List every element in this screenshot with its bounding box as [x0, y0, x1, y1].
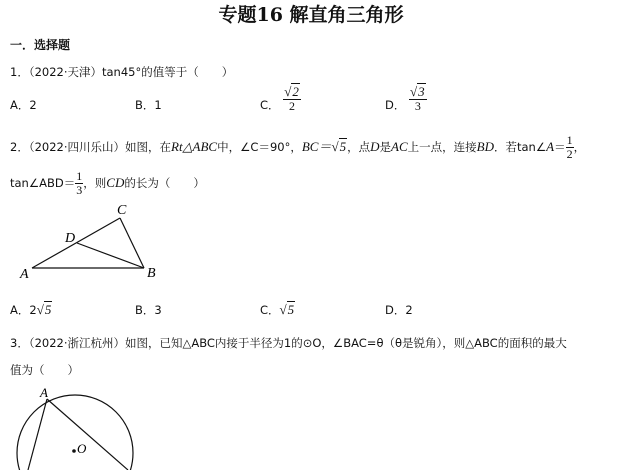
- q2-comma: ，: [573, 140, 586, 154]
- q3-label-a: A: [40, 385, 48, 400]
- q2-stem-line2: [10, 170, 205, 197]
- q2-triangle-figure: [0, 200, 200, 285]
- q2-label-c: C: [117, 203, 127, 218]
- section-heading: 一．选择题: [10, 38, 71, 52]
- q1-option-c: [260, 83, 301, 113]
- q3-stem-line1: 3．（2022·浙江杭州）如图，已知△ABC内接于半径为1的⊙O，∠BAC=θ（θ是锐角），则△ABC的面积的最大: [10, 336, 567, 350]
- q2-bc: BC＝: [301, 139, 332, 154]
- q2-line2-b: ，则: [83, 176, 107, 190]
- q2-option-c: C．√5: [260, 302, 295, 317]
- q2-stem-b: 中，∠C＝90°，: [217, 140, 302, 154]
- q1-d-radicand: 3: [418, 83, 425, 99]
- page-title: 专题16 解直角三角形: [218, 4, 404, 26]
- q2-line2-c: 的长为（ ）: [124, 176, 205, 190]
- q3-label-o: O: [77, 441, 87, 456]
- q2-option-a: A．2√5: [10, 302, 52, 317]
- q2-segment-ac: [32, 218, 120, 268]
- q2-sqrt5: √5: [331, 139, 347, 154]
- q1-option-c-fraction: $\frac{√2}{2}$: [284, 83, 299, 113]
- q2-fraction-half: $\frac{1}{2}$: [566, 133, 573, 161]
- q2-stem-line1: [10, 134, 585, 161]
- q2-eq: ＝: [554, 140, 566, 154]
- q2-stem-c: ，点: [347, 140, 371, 154]
- q2-stem-d: 是: [379, 140, 391, 154]
- q2-line2-a: tan∠ABD＝: [10, 176, 76, 190]
- q2-stem-f: ．若tan∠: [493, 140, 547, 154]
- q2-d: D: [370, 139, 380, 154]
- q2-cd: CD: [106, 175, 125, 190]
- q1-stem: 1．（2022·天津）tan45°的值等于（ ）: [10, 65, 234, 79]
- q2-option-b: B．3: [135, 303, 162, 317]
- q1-option-c-label: C．: [260, 98, 280, 112]
- q3-circle-figure: [0, 385, 160, 470]
- q2-option-c-sqrt: √5: [279, 302, 295, 317]
- q1-d-denominator: 3: [414, 98, 421, 113]
- q2-option-d: D．2: [385, 303, 413, 317]
- q2-bd: BD: [476, 139, 494, 154]
- q2-ac: AC: [391, 139, 408, 154]
- q2-stem-e: 上一点，连接: [407, 140, 477, 154]
- q1-option-d-label: D．: [385, 98, 406, 112]
- q2-angle-a: A: [546, 139, 555, 154]
- q2-fraction-third: $\frac{1}{3}$: [76, 169, 83, 197]
- q2-stem-a: 2．（2022·四川乐山）如图，在: [10, 140, 171, 154]
- q1-c-denominator: 2: [289, 98, 295, 113]
- q3-center-point: [72, 449, 76, 453]
- q3-segment-ab: [28, 399, 47, 470]
- q1-option-b: B．1: [135, 98, 162, 112]
- q2-option-a-sqrt: √5: [36, 302, 52, 317]
- q2-label-d: D: [65, 231, 76, 246]
- q3-segment-ac: [47, 399, 128, 470]
- q2-label-b: B: [147, 266, 156, 281]
- q1-option-d: [385, 83, 427, 113]
- q1-option-d-fraction: $\frac{√3}{3}$: [410, 83, 425, 113]
- q1-c-radicand: 2: [292, 83, 299, 99]
- q2-rt-abc: Rt△ABC: [171, 139, 218, 154]
- q1-option-a: A．2: [10, 98, 37, 112]
- q3-stem-line2: 值为（ ）: [10, 363, 79, 377]
- q2-label-a: A: [20, 267, 29, 282]
